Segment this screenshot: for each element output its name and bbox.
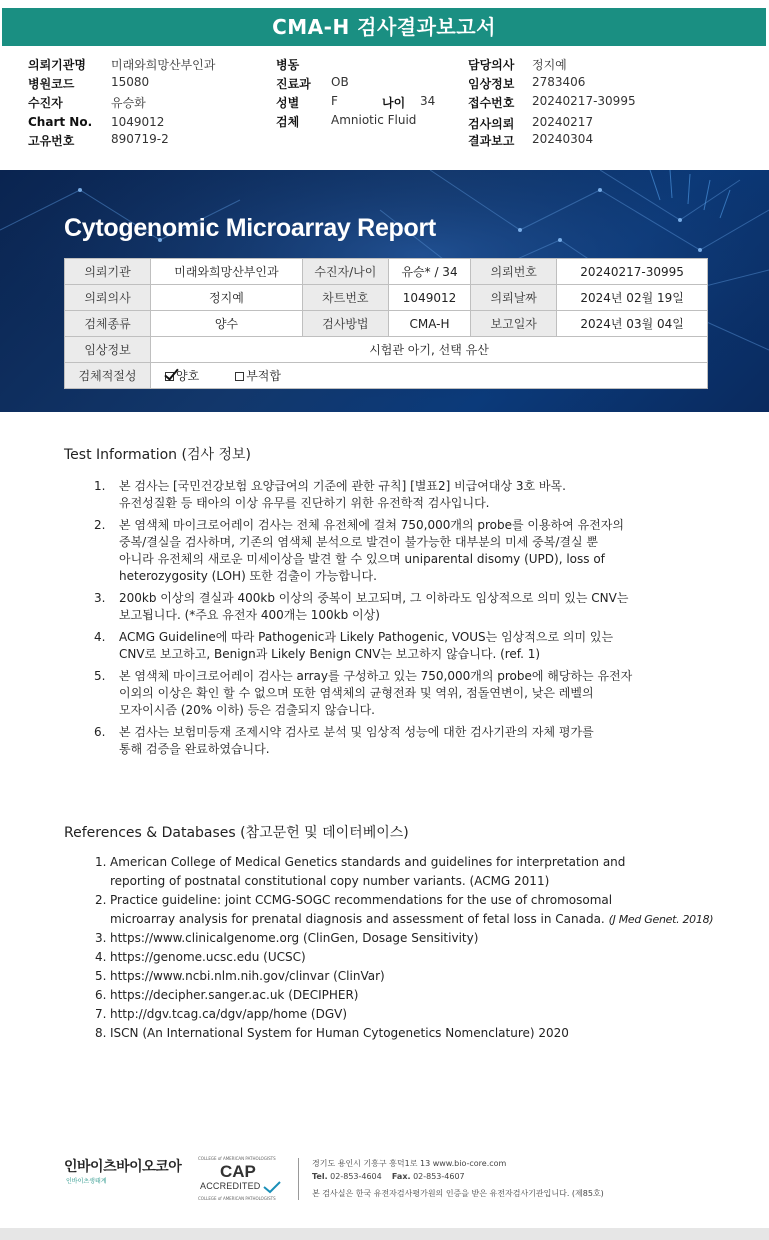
report-summary-table <box>64 258 708 389</box>
test-info-item <box>64 517 704 585</box>
info-value: 2783406 <box>532 75 586 89</box>
item-text-line: 200kb 이상의 결실과 400kb 이상의 중복이 보고되며, 그 이하라도 임상적으로 의미 있는 CNV는 <box>119 591 629 605</box>
footer-certification: 본 검사실은 한국 유전자검사평가원의 인증을 받은 유전자검사기관입니다. (제85호) <box>312 1189 604 1198</box>
info-value: 1049012 <box>111 115 165 129</box>
item-text <box>119 629 704 663</box>
footer-address: 경기도 용인시 기흥구 흥덕1로 13 www.bio-core.com <box>312 1159 507 1168</box>
item-text <box>119 668 704 719</box>
item-text-line: 이외의 이상은 확인 할 수 없으며 또한 염색체의 균형전좌 및 역위, 점돌연변이, 낮은 레벨의 <box>119 686 594 700</box>
info-value: 890719-2 <box>111 132 169 146</box>
info-label: 담당의사 <box>468 58 515 72</box>
table-label-cell: 임상정보 <box>65 337 151 363</box>
info-label: 수진자 <box>28 96 63 110</box>
info-value: OB <box>331 75 349 89</box>
item-text <box>119 724 704 758</box>
reference-text <box>110 929 724 948</box>
reference-item <box>64 853 724 891</box>
test-info-item <box>64 590 704 624</box>
footer <box>0 1150 769 1210</box>
reference-text <box>110 948 724 967</box>
item-text-line: ACMG Guideline에 따라 Pathogenic과 Likely Pathogenic, VOUS는 임상적으로 의미 있는 <box>119 630 614 644</box>
report-header-title: CMA-H 검사결과보고서 <box>2 8 766 46</box>
reference-number: 7. <box>95 1007 107 1021</box>
reference-number: 8. <box>95 1026 107 1040</box>
table-value-cell: 2024년 03월 04일 <box>557 311 708 337</box>
reference-number: 6. <box>95 988 107 1002</box>
test-info-item <box>64 668 704 719</box>
test-info-item <box>64 478 704 512</box>
table-label-cell: 검사방법 <box>302 311 388 337</box>
fitness-good-label: 양호 <box>176 369 200 383</box>
item-text-line: 유전성질환 등 태아의 이상 유무를 진단하기 위한 유전학적 검사입니다. <box>119 496 490 510</box>
table-label-cell: 보고일자 <box>471 311 557 337</box>
reference-text <box>110 891 724 929</box>
reference-item <box>64 948 724 967</box>
table-value-cell: 미래와희망산부인과 <box>151 259 303 285</box>
cap-text: CAP <box>220 1162 256 1181</box>
reference-text-line <box>110 967 724 986</box>
info-label: 임상정보 <box>468 77 515 91</box>
cap-bottom-text: COLLEGE of AMERICAN PATHOLOGISTS <box>198 1196 276 1201</box>
reference-text-line <box>110 853 724 872</box>
reference-number: 2. <box>95 893 107 907</box>
report-table-row <box>65 337 708 363</box>
reference-item <box>64 1024 724 1043</box>
info-label: 병원코드 <box>28 77 75 91</box>
item-text <box>119 478 704 512</box>
test-information-heading: Test Information (검사 정보) <box>64 447 251 463</box>
table-value-cell: 정지예 <box>151 285 303 311</box>
age-label: 나이 <box>382 96 406 110</box>
checkbox-icon <box>165 372 174 381</box>
cap-accredited-text: ACCREDITED <box>200 1181 261 1191</box>
reference-text-line <box>110 891 724 910</box>
reference-line-text: reporting of postnatal constitutional copy number variants. (ACMG 2011) <box>110 874 550 888</box>
reference-text-line <box>110 872 724 891</box>
table-value-cell: 유승* / 34 <box>388 259 470 285</box>
specimen-fitness-cell <box>151 363 708 389</box>
report-table-row <box>65 259 708 285</box>
reference-number: 4. <box>95 950 107 964</box>
footer-divider <box>298 1158 299 1200</box>
reference-text-line <box>110 929 724 948</box>
table-label-cell: 의뢰날짜 <box>471 285 557 311</box>
page-bottom-strip <box>0 1228 769 1240</box>
fitness-bad-label: 부적합 <box>246 369 281 383</box>
item-number: 4. <box>94 630 106 644</box>
report-title: Cytogenomic Microarray Report <box>64 214 436 242</box>
info-value: 20240304 <box>532 132 594 146</box>
info-label: 검체 <box>276 115 300 129</box>
item-text-line: 본 검사는 보험미등재 조제시약 검사로 분석 및 임상적 성능에 대한 검사기관의 자체 평가를 <box>119 725 594 739</box>
info-label: 성별 <box>276 96 300 110</box>
company-logo-subtext: 인바이츠생태계 <box>66 1178 107 1185</box>
info-row <box>28 56 748 74</box>
item-text-line: 통해 검증을 완료하였습니다. <box>119 742 270 756</box>
checkbox-icon <box>235 372 244 381</box>
reference-number: 3. <box>95 931 107 945</box>
reference-item <box>64 986 724 1005</box>
fitness-option-good <box>165 369 199 383</box>
reference-text-line <box>110 1024 724 1043</box>
info-value: 20240217-30995 <box>532 94 636 108</box>
table-value-cell: CMA-H <box>388 311 470 337</box>
tel-number: 02-853-4604 <box>330 1172 382 1181</box>
reference-number: 5. <box>95 969 107 983</box>
table-label-cell: 차트번호 <box>302 285 388 311</box>
item-text-line: 본 검사는 [국민건강보험 요양급여의 기준에 관한 규칙] [별표2] 비급여대상 3호 바목. <box>119 479 566 493</box>
reference-item <box>64 967 724 986</box>
reference-text <box>110 1005 724 1024</box>
reference-text-line <box>110 986 724 1005</box>
info-label: 검사의뢰 <box>468 117 515 131</box>
info-label: 접수번호 <box>468 96 515 110</box>
info-row <box>28 94 748 112</box>
info-value: Amniotic Fluid <box>331 113 417 127</box>
reference-text-line <box>110 1005 724 1024</box>
report-banner <box>0 170 769 412</box>
info-label: Chart No. <box>28 115 93 129</box>
age-value: 34 <box>420 94 436 108</box>
test-info-item <box>64 629 704 663</box>
info-value: 20240217 <box>532 115 594 129</box>
item-number: 5. <box>94 669 106 683</box>
info-value: 정지예 <box>532 58 567 72</box>
reference-line-text: Practice guideline: joint CCMG-SOGC recommendations for the use of chromosomal <box>110 893 613 907</box>
item-text <box>119 590 704 624</box>
test-information-list <box>64 478 704 763</box>
info-label: 결과보고 <box>468 134 515 148</box>
item-number: 2. <box>94 518 106 532</box>
item-text-line: 본 염색체 마이크로어레이 검사는 array를 구성하고 있는 750,000개의 probe에 해당하는 유전자 <box>119 669 633 683</box>
item-text-line: heterozygosity (LOH) 또한 검출이 가능합니다. <box>119 569 377 583</box>
checkmark-icon <box>262 1180 282 1194</box>
info-row <box>28 132 748 150</box>
table-label-cell: 의뢰의사 <box>65 285 151 311</box>
table-label-cell: 의뢰기관 <box>65 259 151 285</box>
fax-label: Fax. <box>391 1172 411 1181</box>
info-label: 의뢰기관명 <box>28 58 86 72</box>
reference-line-text: https://www.ncbi.nlm.nih.gov/clinvar (ClinVar) <box>110 969 385 983</box>
item-number: 3. <box>94 591 106 605</box>
item-text-line: 아니라 유전체의 새로운 미세이상을 발견 할 수 있으며 uniparental disomy (UPD), loss of <box>119 552 605 566</box>
reference-item <box>64 1005 724 1024</box>
table-label-cell: 검체종류 <box>65 311 151 337</box>
table-value-cell: 양수 <box>151 311 303 337</box>
reference-item <box>64 929 724 948</box>
item-text <box>119 517 704 585</box>
reference-line-text: https://genome.ucsc.edu (UCSC) <box>110 950 306 964</box>
item-text-line: 중복/결실을 검사하며, 기존의 염색체 분석으로 발견이 불가능한 대부분의 미세 중복/결실 뿐 <box>119 535 598 549</box>
reference-line-text: http://dgv.tcag.ca/dgv/app/home (DGV) <box>110 1007 348 1021</box>
table-label-cell: 검체적절성 <box>65 363 151 389</box>
clinical-info-value: 시험관 아기, 선택 유산 <box>151 337 708 363</box>
report-table-row <box>65 363 708 389</box>
item-text-line: 보고됩니다. (*주요 유전자 400개는 100kb 이상) <box>119 608 380 622</box>
info-value: 유승화 <box>111 96 146 110</box>
company-logo-text: 인바이츠바이오코아 <box>64 1159 182 1175</box>
tel-label: Tel. <box>312 1172 328 1181</box>
item-number: 6. <box>94 725 106 739</box>
info-label: 고유번호 <box>28 134 75 148</box>
references-list <box>64 853 724 1043</box>
reference-line-text: microarray analysis for prenatal diagnosis and assessment of fetal loss in Canada. <box>110 912 605 926</box>
info-label: 병동 <box>276 58 300 72</box>
reference-text <box>110 853 724 891</box>
reference-line-text: https://decipher.sanger.ac.uk (DECIPHER) <box>110 988 359 1002</box>
reference-item <box>64 891 724 929</box>
info-value: 15080 <box>111 75 150 89</box>
table-label-cell: 수진자/나이 <box>302 259 388 285</box>
reference-journal: (J Med Genet. 2018) <box>608 913 714 926</box>
reference-line-text: American College of Medical Genetics standards and guidelines for interpretation and <box>110 855 626 869</box>
reference-text <box>110 967 724 986</box>
references-heading: References & Databases (참고문헌 및 데이터베이스) <box>64 825 409 841</box>
table-value-cell: 1049012 <box>388 285 470 311</box>
item-number: 1. <box>94 479 106 493</box>
fax-number: 02-853-4607 <box>413 1172 465 1181</box>
item-text-line: CNV로 보고하고, Benign과 Likely Benign CNV는 보고하지 않습니다. (ref. 1) <box>119 647 541 661</box>
info-label: 진료과 <box>276 77 311 91</box>
reference-text <box>110 1024 724 1043</box>
footer-contact <box>312 1172 465 1181</box>
info-value: F <box>331 94 338 108</box>
reference-line-text: ISCN (An International System for Human Cytogenetics Nomenclature) 2020 <box>110 1026 569 1040</box>
info-row <box>28 115 748 133</box>
table-value-cell: 2024년 02월 19일 <box>557 285 708 311</box>
info-row <box>28 75 748 93</box>
test-info-item <box>64 724 704 758</box>
report-table-row <box>65 311 708 337</box>
reference-text-line <box>110 910 724 929</box>
reference-line-text: https://www.clinicalgenome.org (ClinGen, Dosage Sensitivity) <box>110 931 479 945</box>
info-value: 미래와희망산부인과 <box>111 58 216 72</box>
reference-text-line <box>110 948 724 967</box>
item-text-line: 본 염색체 마이크로어레이 검사는 전체 유전체에 걸쳐 750,000개의 probe를 이용하여 유전자의 <box>119 518 624 532</box>
fitness-option-bad <box>235 369 281 383</box>
reference-text <box>110 986 724 1005</box>
reference-number: 1. <box>95 855 107 869</box>
cap-top-text: COLLEGE of AMERICAN PATHOLOGISTS <box>198 1156 276 1161</box>
item-text-line: 모자이시즘 (20% 이하) 등은 검출되지 않습니다. <box>119 703 375 717</box>
table-label-cell: 의뢰번호 <box>471 259 557 285</box>
report-table-row <box>65 285 708 311</box>
cap-accreditation-logo <box>198 1156 286 1200</box>
table-value-cell: 20240217-30995 <box>557 259 708 285</box>
